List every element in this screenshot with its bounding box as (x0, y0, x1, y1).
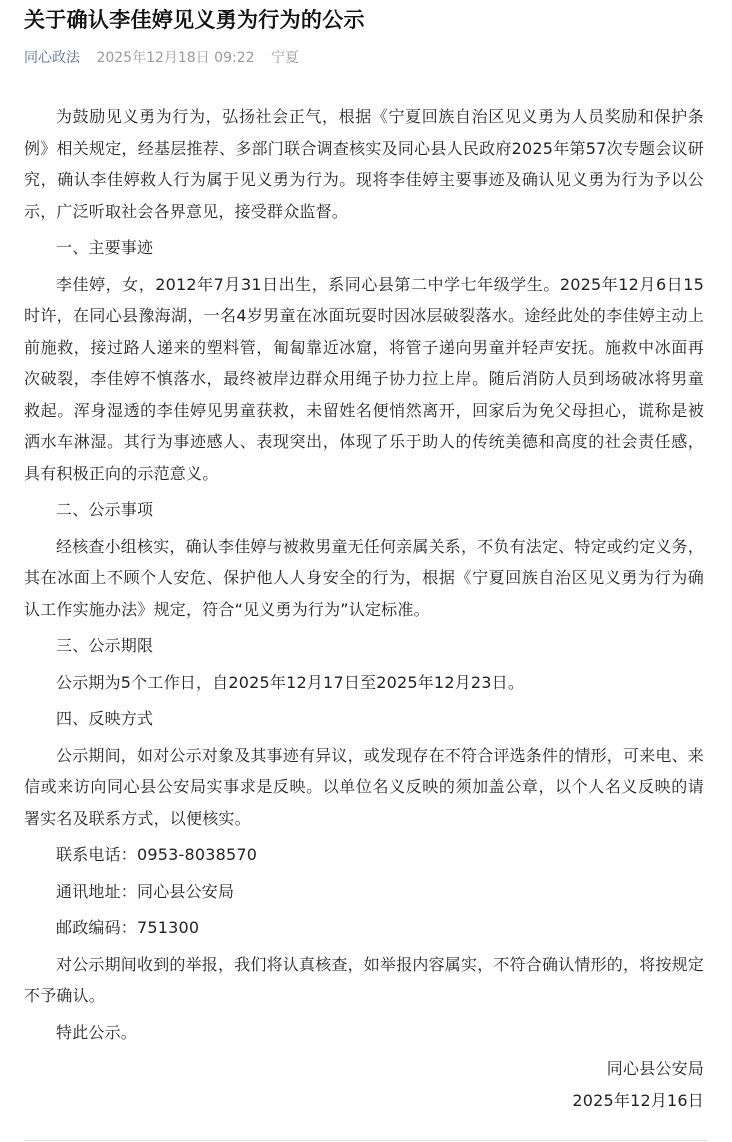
main-deeds-paragraph: 李佳婷，女，2012年7月31日出生，系同心县第二中学七年级学生。2025年12月6日15时许，在同心县豫海湖，一名4岁男童在冰面玩耍时因冰层破裂落水。途经此处的李佳婷主动上前施救，接过路人递来的塑料管，匍匐靠近冰窟，将管子递向男童并轻声安抚。施救中冰面再次破裂，李佳婷不慎落水，最终被岸边群众用绳子协力拉上岸。随后消防人员到场破冰将男童救起。浑身湿透的李佳婷见男童获救，未留姓名便悄然离开，回家后为免父母担心，谎称是被洒水车淋湿。其行为事迹感人、表现突出，体现了乐于助人的传统美德和高度的社会责任感，具有积极正向的示范意义。 (24, 274, 704, 483)
contact-postcode: 邮政编码：751300 (56, 918, 200, 937)
account-name-link[interactable]: 同心政法 (24, 50, 80, 66)
feedback-paragraph: 公示期间，如对公示对象及其事迹有异议，或发现存在不符合评选条件的情形，可来电、来信或来访向同心县公安局实事求是反映。以单位名义反映的须加盖公章，以个人名义反映的请署实名及联系方式，以便核实。 (24, 745, 705, 828)
section-heading-main-deeds: 一、主要事迹 (56, 238, 154, 257)
notice-period-paragraph: 公示期为5个工作日，自2025年12月17日至2025年12月23日。 (56, 672, 525, 692)
contact-phone: 联系电话：0953-8038570 (56, 845, 258, 864)
article-title: 关于确认李佳婷见义勇为行为的公示 (24, 8, 365, 32)
notice-items-paragraph: 经核查小组核实，确认李佳婷与被救男童无任何亲属关系，不负有法定、特定或约定义务，其在冰面上不顾个人安危、保护他人人身安全的行为，根据《宁夏回族自治区见义勇为行为确认工作实施办法》规定，符合“见义勇为行为”认定标准。 (24, 536, 705, 619)
divider (24, 1140, 708, 1141)
signature-date: 2025年12月16日 (572, 1090, 704, 1110)
article-meta (24, 47, 299, 69)
publish-datetime: 2025年12月18日 09:22 (96, 50, 255, 66)
closing-paragraph: 对公示期间收到的举报，我们将认真核查，如举报内容属实，不符合确认情形的，将按规定不予确认。 (24, 954, 705, 1005)
publish-location: 宁夏 (270, 50, 299, 66)
intro-paragraph: 为鼓励见义勇为行为，弘扬社会正气，根据《宁夏回族自治区见义勇为人员奖励和保护条例》相关规定，经基层推荐、多部门联合调查核实及同心县人民政府2025年第57次专题会议研究，确认李佳婷救人行为属于见义勇为行为。现将李佳婷主要事迹及确认见义勇为行为予以公示，广泛听取社会各界意见，接受群众监督。 (24, 107, 704, 221)
article-body (24, 101, 704, 1116)
section-heading-notice-period: 三、公示期限 (56, 636, 154, 655)
contact-address: 通讯地址：同心县公安局 (56, 881, 235, 901)
section-heading-feedback: 四、反映方式 (56, 709, 154, 728)
signature-issuer: 同心县公安局 (606, 1059, 704, 1078)
notice-statement: 特此公示。 (56, 1022, 138, 1042)
section-heading-notice-items: 二、公示事项 (56, 500, 154, 519)
